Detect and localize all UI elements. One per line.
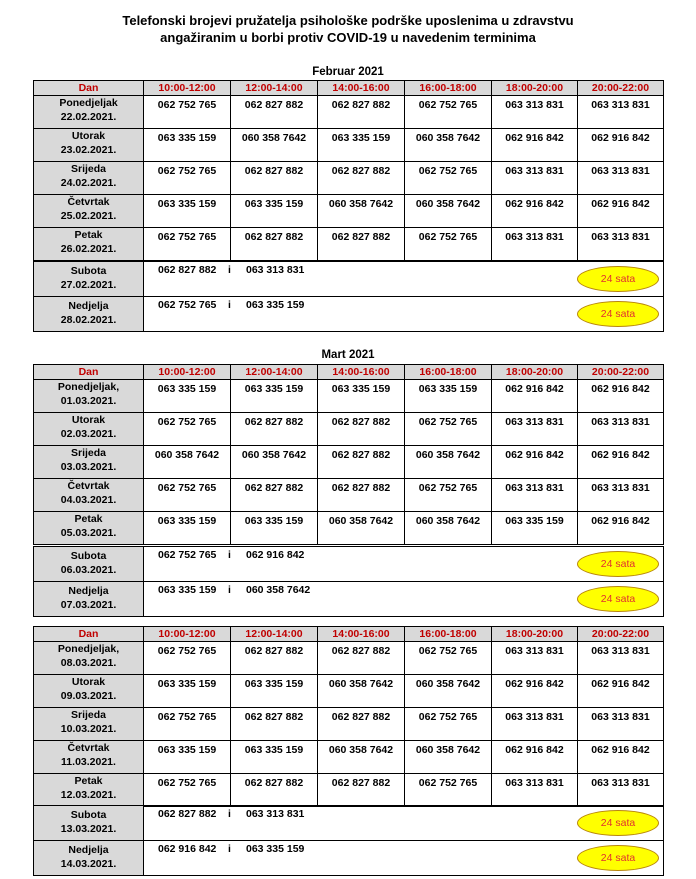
column-header: 14:00-16:00 — [318, 627, 405, 642]
day-date: 11.03.2021. — [61, 756, 116, 768]
header-row — [34, 365, 664, 380]
table-row — [34, 413, 664, 446]
day-name: Subota — [70, 550, 107, 562]
month-label: Mart 2021 — [321, 349, 375, 361]
phone-number-cell: 062 752 765 — [144, 228, 231, 261]
day-date: 09.03.2021. — [60, 690, 117, 702]
separator: i — [228, 264, 231, 276]
column-header: 20:00-22:00 — [578, 627, 664, 642]
phone-number-cell: 060 358 7642 — [405, 195, 492, 228]
day-date: 02.03.2021. — [60, 428, 117, 440]
phone-number: 062 752 765 — [158, 299, 217, 311]
phone-number: 062 916 842 — [158, 843, 217, 855]
phone-number-cell: 063 313 831 — [578, 479, 664, 512]
weekend-row — [34, 547, 664, 582]
phone-number-cell: 063 313 831 — [492, 162, 578, 195]
phone-number-cell: 062 752 765 — [144, 413, 231, 446]
day-cell — [34, 262, 144, 297]
table-row — [34, 642, 664, 675]
header-row — [34, 81, 664, 96]
phone-number-cell: 060 358 7642 — [405, 512, 492, 545]
day-cell — [34, 774, 144, 807]
column-header: Dan — [34, 81, 144, 96]
column-header: 12:00-14:00 — [231, 627, 318, 642]
day-cell — [34, 806, 144, 841]
day-date: 05.03.2021. — [60, 527, 117, 539]
phone-number-cell: 060 358 7642 — [318, 512, 405, 545]
phone-number-cell: 063 335 159 — [405, 380, 492, 413]
weekend-numbers — [144, 806, 664, 841]
day-name: Petak — [74, 513, 103, 525]
day-date: 04.03.2021. — [60, 494, 117, 506]
day-name: Četvrtak — [67, 480, 110, 492]
table-row — [34, 228, 664, 261]
phone-number-cell: 062 752 765 — [405, 774, 492, 807]
day-date: 27.02.2021. — [60, 279, 117, 291]
column-header: 20:00-22:00 — [578, 365, 664, 380]
day-date: 03.03.2021. — [60, 461, 117, 473]
phone-number-cell: 062 827 882 — [231, 96, 318, 129]
day-date: 12.03.2021. — [60, 789, 117, 801]
phone-number-cell: 062 827 882 — [318, 446, 405, 479]
column-header: 12:00-14:00 — [231, 365, 318, 380]
weekend-row — [34, 262, 664, 297]
separator: i — [228, 299, 231, 311]
phone-number-cell: 060 358 7642 — [144, 446, 231, 479]
phone-number-cell: 063 313 831 — [578, 642, 664, 675]
schedule-table — [33, 626, 664, 807]
weekend-numbers — [144, 841, 664, 876]
day-name: Utorak — [71, 414, 106, 426]
phone-number-cell: 060 358 7642 — [231, 129, 318, 162]
table-row — [34, 129, 664, 162]
day-name: Petak — [74, 229, 103, 241]
day-name: Utorak — [71, 676, 106, 688]
table-row — [34, 479, 664, 512]
day-cell — [34, 129, 144, 162]
separator: i — [228, 549, 231, 561]
phone-number-cell: 063 313 831 — [578, 774, 664, 807]
phone-number-cell: 063 335 159 — [231, 512, 318, 545]
day-cell — [34, 642, 144, 675]
phone-number-cell: 062 916 842 — [578, 129, 664, 162]
day-name: Petak — [74, 775, 103, 787]
phone-number-cell: 063 335 159 — [144, 380, 231, 413]
phone-number-cell: 063 335 159 — [318, 380, 405, 413]
column-header: 10:00-12:00 — [144, 627, 231, 642]
day-cell — [34, 547, 144, 582]
weekend-numbers — [144, 547, 664, 582]
phone-number: 063 335 159 — [246, 299, 305, 311]
phone-number: 062 827 882 — [158, 808, 217, 820]
phone-number-cell: 062 916 842 — [492, 741, 578, 774]
weekend-table — [33, 546, 664, 617]
phone-number-cell: 062 752 765 — [144, 708, 231, 741]
day-date: 13.03.2021. — [60, 823, 117, 835]
phone-number-cell: 062 916 842 — [492, 195, 578, 228]
day-date: 01.03.2021. — [60, 395, 117, 407]
day-cell — [34, 479, 144, 512]
table-row — [34, 162, 664, 195]
phone-number-cell: 062 827 882 — [231, 228, 318, 261]
phone-number-cell: 062 916 842 — [492, 380, 578, 413]
phone-number-cell: 062 916 842 — [578, 446, 664, 479]
phone-number-cell: 063 335 159 — [144, 512, 231, 545]
day-cell — [34, 675, 144, 708]
phone-number-cell: 062 752 765 — [405, 708, 492, 741]
separator: i — [228, 808, 231, 820]
phone-number-cell: 060 358 7642 — [405, 675, 492, 708]
phone-number-cell: 063 335 159 — [144, 675, 231, 708]
24h-badge: 24 sata — [577, 586, 659, 612]
phone-number-cell: 063 335 159 — [144, 129, 231, 162]
phone-number: 062 827 882 — [158, 264, 217, 276]
weekend-table — [33, 805, 664, 876]
table-row — [34, 675, 664, 708]
schedule-table — [33, 80, 664, 261]
day-cell — [34, 841, 144, 876]
phone-number-cell: 062 827 882 — [231, 413, 318, 446]
weekend-numbers — [144, 297, 664, 332]
column-header: 10:00-12:00 — [144, 365, 231, 380]
table-row — [34, 512, 664, 545]
day-name: Četvrtak — [67, 196, 110, 208]
separator: i — [228, 584, 231, 596]
phone-number: 060 358 7642 — [246, 584, 311, 596]
phone-number-cell: 062 752 765 — [144, 479, 231, 512]
column-header: 18:00-20:00 — [492, 627, 578, 642]
phone-number-cell: 063 335 159 — [144, 741, 231, 774]
day-name: Ponedjeljak, — [57, 643, 120, 655]
phone-number-cell: 063 313 831 — [492, 479, 578, 512]
day-name: Srijeda — [70, 163, 107, 175]
phone-number-cell: 062 827 882 — [231, 479, 318, 512]
day-date: 08.03.2021. — [60, 657, 117, 669]
phone-number-cell: 060 358 7642 — [405, 129, 492, 162]
phone-number-cell: 062 916 842 — [492, 675, 578, 708]
day-date: 23.02.2021. — [60, 144, 117, 156]
phone-number-cell: 062 752 765 — [405, 413, 492, 446]
day-date: 14.03.2021. — [60, 858, 117, 870]
month-label: Februar 2021 — [312, 66, 384, 78]
24h-badge: 24 sata — [577, 301, 659, 327]
phone-number-cell: 060 358 7642 — [318, 741, 405, 774]
day-cell — [34, 708, 144, 741]
phone-number-cell: 062 752 765 — [405, 642, 492, 675]
phone-number-cell: 062 752 765 — [144, 774, 231, 807]
phone-number-cell: 063 335 159 — [231, 741, 318, 774]
phone-number-cell: 062 752 765 — [405, 479, 492, 512]
phone-number-cell: 063 313 831 — [492, 774, 578, 807]
24h-badge: 24 sata — [577, 810, 659, 836]
phone-number-cell: 063 313 831 — [578, 708, 664, 741]
phone-number-cell: 062 827 882 — [318, 162, 405, 195]
phone-number: 062 752 765 — [158, 549, 217, 561]
day-name: Srijeda — [70, 447, 107, 459]
phone-number-cell: 062 916 842 — [578, 195, 664, 228]
column-header: 20:00-22:00 — [578, 81, 664, 96]
day-date: 06.03.2021. — [60, 564, 117, 576]
day-name: Subota — [70, 809, 107, 821]
day-cell — [34, 297, 144, 332]
day-date: 10.03.2021. — [60, 723, 117, 735]
table-row — [34, 741, 664, 774]
day-cell — [34, 380, 144, 413]
table-row — [34, 380, 664, 413]
day-name: Nedjelja — [68, 585, 109, 597]
phone-number-cell: 063 335 159 — [231, 195, 318, 228]
phone-number: 063 313 831 — [246, 808, 305, 820]
phone-number-cell: 063 313 831 — [578, 228, 664, 261]
phone-number-cell: 062 827 882 — [318, 479, 405, 512]
column-header: Dan — [34, 365, 144, 380]
day-name: Nedjelja — [68, 300, 109, 312]
phone-number-cell: 062 752 765 — [405, 228, 492, 261]
phone-number-cell: 060 358 7642 — [231, 446, 318, 479]
phone-number-cell: 062 752 765 — [144, 96, 231, 129]
weekend-numbers — [144, 262, 664, 297]
24h-badge: 24 sata — [577, 551, 659, 577]
column-header: 12:00-14:00 — [231, 81, 318, 96]
24h-badge: 24 sata — [577, 266, 659, 292]
phone-number-cell: 063 313 831 — [578, 413, 664, 446]
phone-number-cell: 063 335 159 — [231, 675, 318, 708]
day-cell — [34, 162, 144, 195]
day-date: 25.02.2021. — [60, 210, 117, 222]
phone-number-cell: 062 916 842 — [578, 741, 664, 774]
column-header: 16:00-18:00 — [405, 627, 492, 642]
phone-number-cell: 060 358 7642 — [318, 675, 405, 708]
table-row — [34, 774, 664, 807]
phone-number-cell: 062 916 842 — [578, 512, 664, 545]
table-row — [34, 195, 664, 228]
column-header: Dan — [34, 627, 144, 642]
phone-number-cell: 062 827 882 — [318, 228, 405, 261]
phone-number-cell: 062 752 765 — [144, 162, 231, 195]
phone-number-cell: 062 827 882 — [318, 708, 405, 741]
column-header: 14:00-16:00 — [318, 81, 405, 96]
day-date: 22.02.2021. — [60, 111, 117, 123]
day-cell — [34, 96, 144, 129]
column-header: 10:00-12:00 — [144, 81, 231, 96]
table-row — [34, 446, 664, 479]
phone-number-cell: 062 827 882 — [318, 96, 405, 129]
page-title — [0, 12, 696, 46]
phone-number-cell: 060 358 7642 — [405, 741, 492, 774]
weekend-row — [34, 806, 664, 841]
phone-number-cell: 062 916 842 — [492, 129, 578, 162]
phone-number-cell: 062 916 842 — [492, 446, 578, 479]
phone-number-cell: 062 752 765 — [405, 96, 492, 129]
phone-number-cell: 060 358 7642 — [318, 195, 405, 228]
phone-number-cell: 063 335 159 — [144, 195, 231, 228]
phone-number: 063 313 831 — [246, 264, 305, 276]
weekend-numbers — [144, 582, 664, 617]
phone-number-cell: 062 916 842 — [578, 675, 664, 708]
weekend-row — [34, 582, 664, 617]
day-name: Ponedjeljak — [59, 97, 118, 109]
day-name: Ponedjeljak, — [57, 381, 120, 393]
day-date: 28.02.2021. — [60, 314, 117, 326]
weekend-row — [34, 297, 664, 332]
table-row — [34, 96, 664, 129]
day-cell — [34, 413, 144, 446]
phone-number-cell: 063 335 159 — [231, 380, 318, 413]
phone-number-cell: 063 313 831 — [492, 708, 578, 741]
day-date: 24.02.2021. — [60, 177, 117, 189]
weekend-row — [34, 841, 664, 876]
phone-number-cell: 063 313 831 — [492, 642, 578, 675]
phone-number-cell: 063 313 831 — [578, 162, 664, 195]
phone-number-cell: 063 313 831 — [492, 413, 578, 446]
table-row — [34, 708, 664, 741]
day-cell — [34, 446, 144, 479]
day-name: Četvrtak — [67, 742, 110, 754]
phone-number: 062 916 842 — [246, 549, 305, 561]
phone-number-cell: 062 827 882 — [318, 774, 405, 807]
day-name: Srijeda — [70, 709, 107, 721]
phone-number-cell: 062 752 765 — [144, 642, 231, 675]
schedule-table — [33, 364, 664, 545]
phone-number-cell: 063 313 831 — [492, 96, 578, 129]
phone-number-cell: 063 313 831 — [492, 228, 578, 261]
header-row — [34, 627, 664, 642]
column-header: 14:00-16:00 — [318, 365, 405, 380]
phone-number-cell: 063 335 159 — [318, 129, 405, 162]
title-line-2: angažiranim u borbi protiv COVID-19 u navedenim terminima — [160, 30, 536, 45]
weekend-table — [33, 261, 664, 332]
phone-number: 063 335 159 — [246, 843, 305, 855]
phone-number-cell: 063 313 831 — [578, 96, 664, 129]
phone-number-cell: 063 335 159 — [492, 512, 578, 545]
column-header: 16:00-18:00 — [405, 81, 492, 96]
day-name: Nedjelja — [68, 844, 109, 856]
day-date: 07.03.2021. — [60, 599, 117, 611]
phone-number-cell: 062 827 882 — [231, 642, 318, 675]
day-cell — [34, 228, 144, 261]
day-cell — [34, 741, 144, 774]
phone-number-cell: 062 752 765 — [405, 162, 492, 195]
column-header: 18:00-20:00 — [492, 81, 578, 96]
day-name: Subota — [70, 265, 107, 277]
column-header: 16:00-18:00 — [405, 365, 492, 380]
phone-number-cell: 062 827 882 — [318, 413, 405, 446]
separator: i — [228, 843, 231, 855]
phone-number-cell: 060 358 7642 — [405, 446, 492, 479]
phone-number-cell: 062 827 882 — [231, 708, 318, 741]
phone-number-cell: 062 827 882 — [231, 774, 318, 807]
phone-number: 063 335 159 — [158, 584, 217, 596]
phone-number-cell: 062 916 842 — [578, 380, 664, 413]
phone-number-cell: 062 827 882 — [231, 162, 318, 195]
day-cell — [34, 582, 144, 617]
day-cell — [34, 512, 144, 545]
day-date: 26.02.2021. — [60, 243, 117, 255]
24h-badge: 24 sata — [577, 845, 659, 871]
day-name: Utorak — [71, 130, 106, 142]
phone-number-cell: 062 827 882 — [318, 642, 405, 675]
column-header: 18:00-20:00 — [492, 365, 578, 380]
title-line-1: Telefonski brojevi pružatelja psihološke podrške uposlenima u zdravstvu — [122, 13, 574, 28]
day-cell — [34, 195, 144, 228]
